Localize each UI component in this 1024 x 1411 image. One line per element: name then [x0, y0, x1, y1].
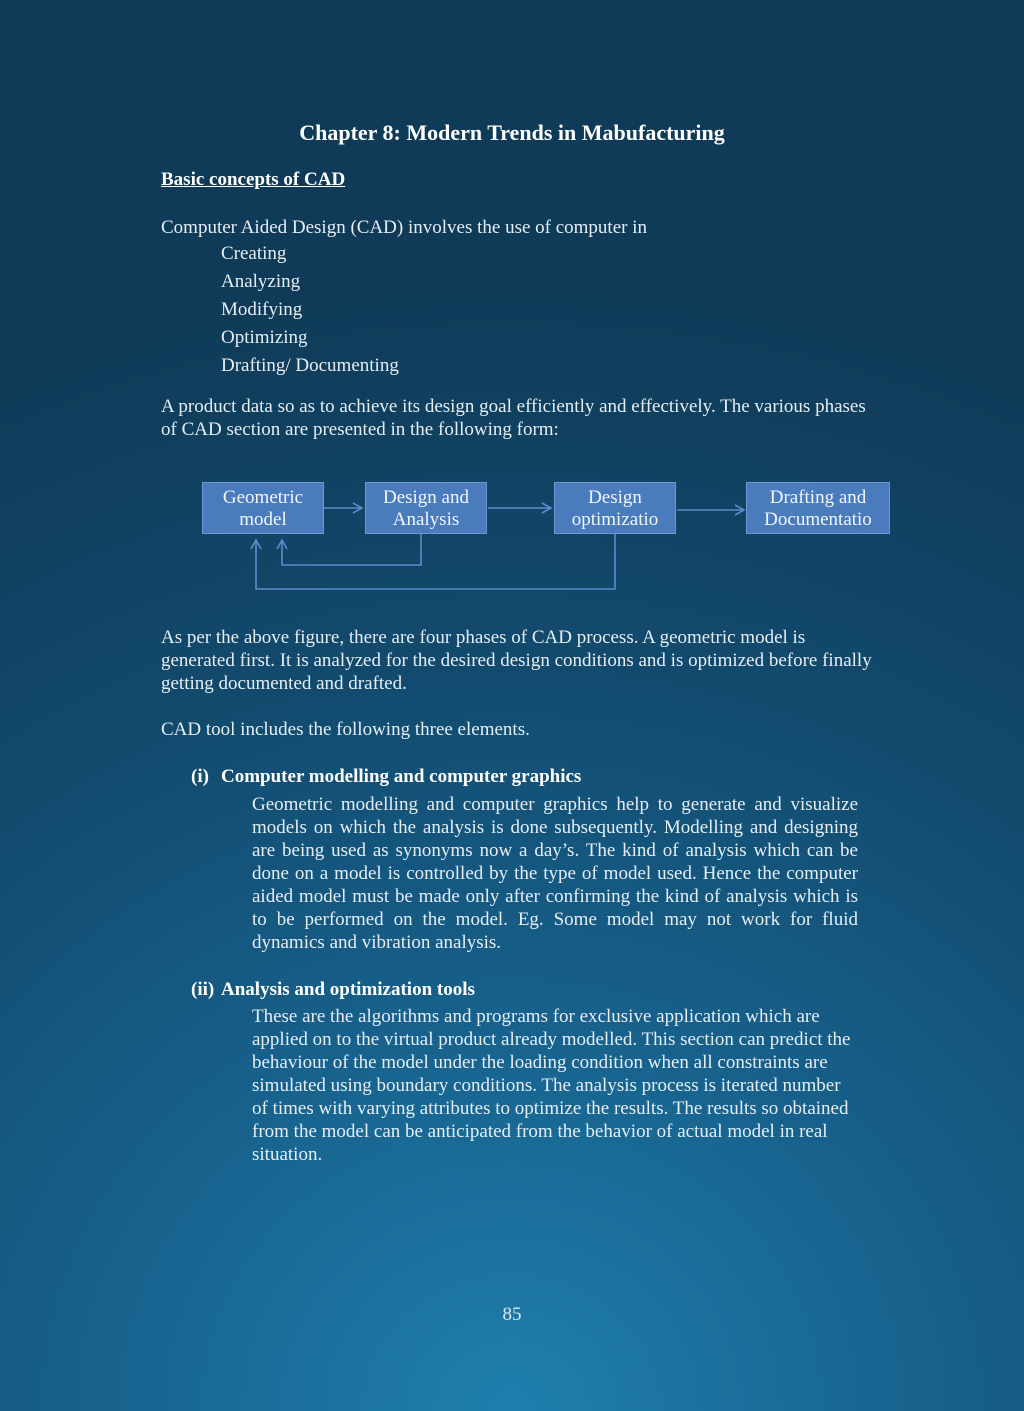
flow-box-drafting-documentation [746, 482, 890, 534]
section-heading-basic-concepts: Basic concepts of CAD [161, 169, 346, 190]
section-heading-text: Analysis and optimization tools [221, 979, 475, 1000]
list-item: Drafting/ Documenting [221, 355, 399, 376]
list-item: Modifying [221, 299, 303, 320]
flow-box-label: Geometric [222, 487, 304, 508]
list-item: Creating [221, 243, 287, 264]
flow-box-design-analysis [365, 482, 487, 534]
section-number: (ii) [191, 979, 215, 1000]
section-body-modelling-graphics: Geometric modelling and computer graphics help to generate and visualize models on which the analysis is done subsequently. Modelling and designing are being used as synonyms now a day’s. The kind of analysis which can be done on a model is controlled by the type of model used. Hence the computer aided model must be made only after confirming the kind of analysis which is to be performed on the model. Eg. Some model may not work for fluid dynamics and vibration analysis. [252, 794, 858, 953]
page-number: 85 [502, 1304, 522, 1325]
section-heading-analysis-optimization [191, 979, 475, 1001]
flow-box-label: optimizatio [571, 509, 659, 530]
feedback-optimization-to-model [256, 534, 615, 589]
list-item: Optimizing [221, 327, 308, 348]
section-number: (i) [191, 766, 209, 787]
section-heading-text: Computer modelling and computer graphics [221, 766, 582, 787]
flow-box-geometric-model [202, 482, 324, 534]
feedback-analysis-to-model [282, 534, 421, 565]
flow-box-label: Design [588, 487, 642, 508]
flow-box-design-optimization [554, 482, 676, 534]
phases-paragraph: A product data so as to achieve its design goal efficiently and effectively. The various phases of CAD section are presented in the following form: [161, 396, 866, 440]
elements-intro-paragraph: CAD tool includes the following three elements. [161, 719, 530, 740]
four-phases-paragraph: As per the above figure, there are four phases of CAD process. A geometric model is generated first. It is analyzed for the desired design conditions and is optimized before finally getting documented and drafted. [161, 627, 872, 694]
section-heading-modelling-graphics [191, 766, 581, 788]
intro-text: Computer Aided Design (CAD) involves the use of computer in [161, 217, 648, 238]
list-item: Analyzing [221, 271, 301, 292]
flow-box-label: Design and [382, 487, 469, 508]
flow-box-label: Documentatio [764, 509, 872, 530]
flow-box-label: Drafting and [769, 487, 867, 508]
flow-box-label: Analysis [392, 509, 460, 530]
section-body-analysis-optimization: These are the algorithms and programs for exclusive application which are applied on to the virtual product already modelled. This section can predict the behaviour of the model under the loading condition when all constraints are simulated using boundary conditions. The analysis process is iterated number of times with varying attributes to optimize the results. The results so obtained from the model can be anticipated from the behavior of actual model in real situation. [252, 1006, 851, 1165]
chapter-title: Chapter 8: Modern Trends in Mabufacturing [299, 120, 725, 145]
flow-box-label: model [239, 509, 287, 530]
